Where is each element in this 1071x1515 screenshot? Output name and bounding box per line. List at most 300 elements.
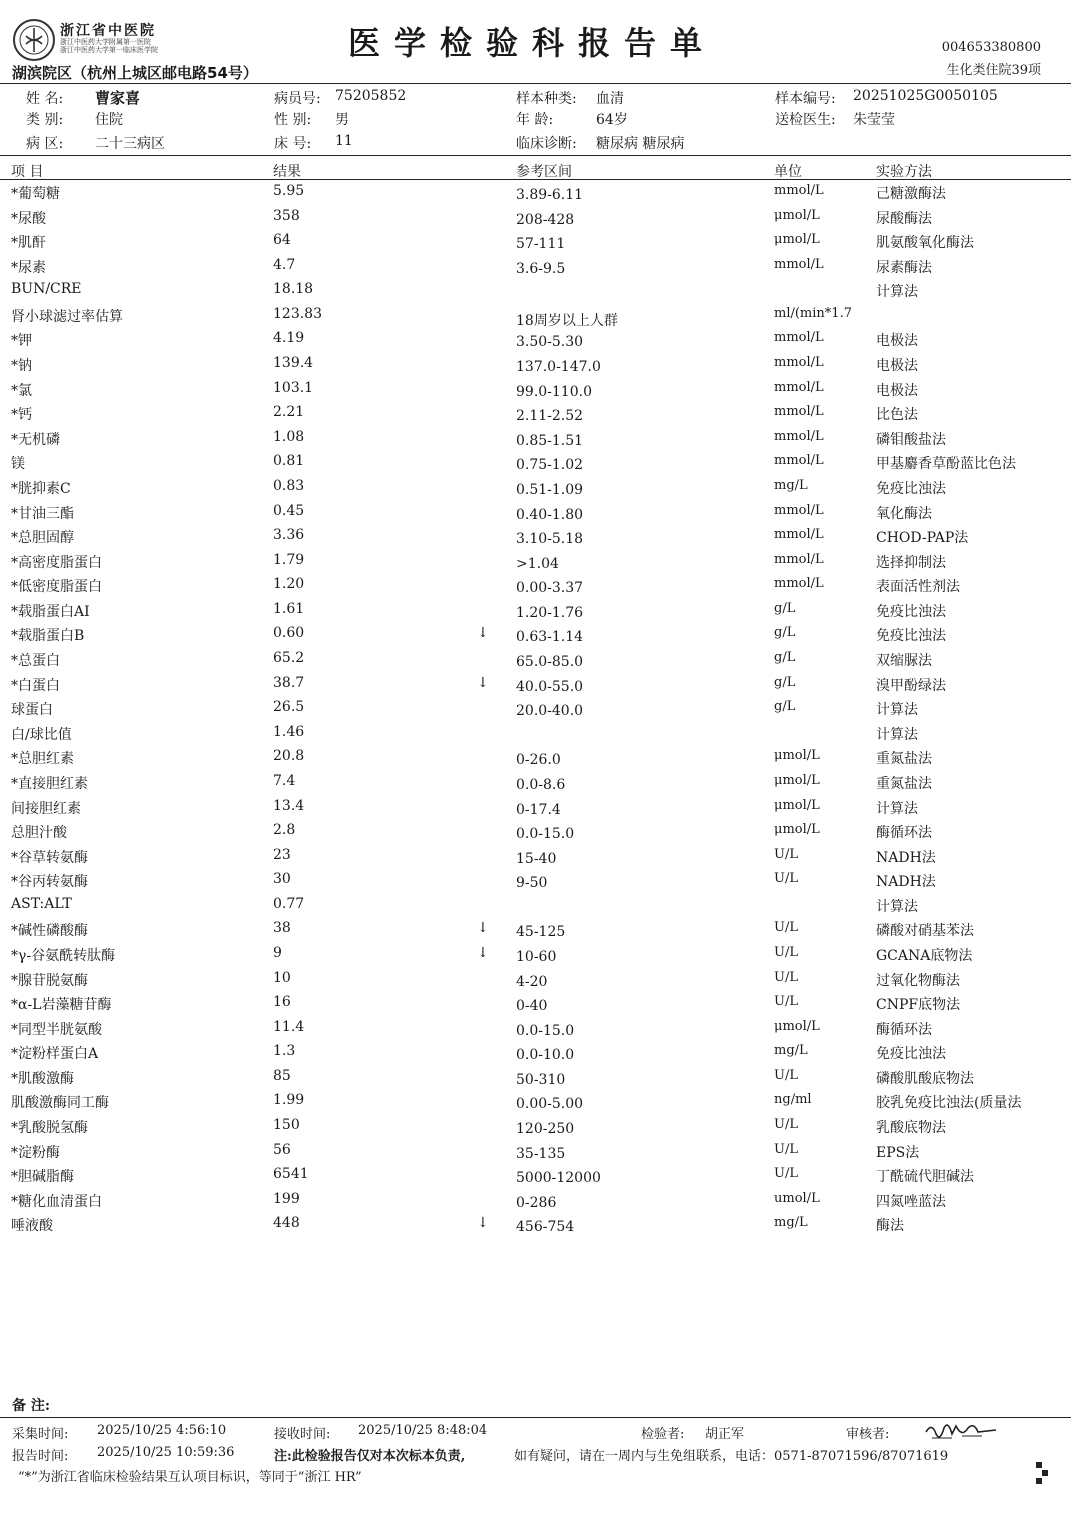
col-reference: 参考区间 bbox=[516, 164, 572, 180]
item-name: *腺苷脱氨酶 bbox=[11, 972, 88, 989]
table-row bbox=[0, 798, 1071, 823]
table-row bbox=[0, 994, 1071, 1019]
item-unit: mmol/L bbox=[774, 576, 824, 592]
table-row bbox=[0, 208, 1071, 233]
item-unit: mmol/L bbox=[774, 453, 824, 469]
item-result: 18.18 bbox=[273, 281, 314, 298]
item-result: 0.83 bbox=[273, 477, 305, 494]
item-name: *钙 bbox=[11, 407, 32, 424]
item-result: 103.1 bbox=[273, 379, 314, 396]
item-method: 肌氨酸氧化酶法 bbox=[876, 235, 974, 252]
table-row bbox=[0, 453, 1071, 478]
table-row bbox=[0, 871, 1071, 896]
item-method: 酶循环法 bbox=[876, 825, 932, 842]
patient-bed: 11 bbox=[335, 133, 353, 149]
item-method: 电极法 bbox=[876, 358, 918, 375]
collect-time: 2025/10/25 4:56:10 bbox=[97, 1423, 227, 1438]
table-row bbox=[0, 281, 1071, 306]
sample-type-label: 样本种类: bbox=[516, 91, 577, 107]
item-name: *总蛋白 bbox=[11, 653, 60, 670]
item-unit: U/L bbox=[774, 1166, 798, 1182]
table-row bbox=[0, 970, 1071, 995]
item-name: 肾小球滤过率估算 bbox=[11, 308, 123, 325]
item-method: EPS法 bbox=[876, 1144, 920, 1161]
item-method: 选择抑制法 bbox=[876, 554, 946, 571]
item-unit: U/L bbox=[774, 846, 798, 862]
item-result: 0.77 bbox=[273, 895, 305, 912]
patient-class: 住院 bbox=[95, 112, 123, 128]
table-row bbox=[0, 945, 1071, 970]
report-category: 生化类住院39项 bbox=[946, 63, 1041, 78]
item-result: 56 bbox=[273, 1141, 291, 1158]
item-method: 比色法 bbox=[876, 407, 918, 424]
item-result: 26.5 bbox=[273, 699, 305, 716]
table-row bbox=[0, 1092, 1071, 1117]
item-unit: g/L bbox=[774, 699, 796, 715]
item-unit: g/L bbox=[774, 674, 796, 690]
item-unit: U/L bbox=[774, 994, 798, 1010]
item-reference: 0-17.4 bbox=[516, 801, 561, 818]
item-unit: μmol/L bbox=[774, 822, 820, 838]
item-unit: g/L bbox=[774, 600, 796, 616]
item-reference: 0.63-1.14 bbox=[516, 629, 584, 646]
item-unit: μmol/L bbox=[774, 772, 820, 788]
item-reference: 20.0-40.0 bbox=[516, 703, 584, 720]
col-item: 项 目 bbox=[11, 164, 44, 180]
item-name: 镁 bbox=[11, 456, 25, 473]
item-method: 磷酸对硝基苯法 bbox=[876, 923, 974, 940]
item-reference: 5000-12000 bbox=[516, 1170, 601, 1187]
item-reference: 0-40 bbox=[516, 998, 548, 1015]
item-reference: 0.51-1.09 bbox=[516, 481, 584, 498]
remark-label: 备 注: bbox=[12, 1398, 51, 1414]
item-unit: mg/L bbox=[774, 1043, 808, 1059]
item-method: 免疫比浊法 bbox=[876, 1046, 946, 1063]
patient-sex: 男 bbox=[335, 112, 349, 128]
item-method: 甲基麝香草酚蓝比色法 bbox=[876, 456, 1016, 473]
hospital-name: 浙江省中医院 bbox=[60, 23, 156, 39]
item-unit: umol/L bbox=[774, 1190, 820, 1206]
item-name: *肌酐 bbox=[11, 235, 46, 252]
sample-no-label: 样本编号: bbox=[775, 91, 836, 107]
table-row bbox=[0, 527, 1071, 552]
doctor-name: 朱莹莹 bbox=[853, 112, 895, 128]
item-name: *氯 bbox=[11, 382, 32, 399]
item-result: 1.08 bbox=[273, 428, 305, 445]
item-reference: 137.0-147.0 bbox=[516, 359, 601, 376]
table-row bbox=[0, 552, 1071, 577]
item-name: *葡萄糖 bbox=[11, 186, 60, 202]
table-row bbox=[0, 576, 1071, 601]
col-result: 结果 bbox=[273, 164, 301, 180]
item-method: 电极法 bbox=[876, 382, 918, 399]
item-reference: 0-26.0 bbox=[516, 752, 561, 769]
item-name: 白/球比值 bbox=[11, 726, 72, 743]
item-flag: ↓ bbox=[477, 625, 489, 642]
item-name: *总胆红素 bbox=[11, 751, 74, 768]
item-result: 23 bbox=[273, 846, 291, 863]
item-method: 四氮唑蓝法 bbox=[876, 1193, 946, 1210]
item-result: 150 bbox=[273, 1117, 300, 1134]
table-row bbox=[0, 1043, 1071, 1068]
report-time: 2025/10/25 10:59:36 bbox=[97, 1445, 235, 1460]
divider-header bbox=[0, 179, 1071, 180]
item-name: *白蛋白 bbox=[11, 677, 60, 694]
item-result: 4.7 bbox=[273, 256, 296, 273]
item-name: 球蛋白 bbox=[11, 702, 53, 719]
item-reference: 40.0-55.0 bbox=[516, 678, 584, 695]
item-result: 199 bbox=[273, 1190, 300, 1207]
mutual-recognition-footnote: “*”为浙江省临床检验结果互认项目标识，等同于“浙江 HR” bbox=[18, 1470, 362, 1485]
item-name: 间接胆红素 bbox=[11, 800, 81, 817]
item-result: 64 bbox=[273, 232, 291, 249]
patient-name: 曹家喜 bbox=[95, 89, 141, 107]
table-row bbox=[0, 650, 1071, 675]
item-method: 计算法 bbox=[876, 800, 918, 817]
item-name: *钠 bbox=[11, 358, 32, 375]
item-result: 123.83 bbox=[273, 305, 322, 322]
item-reference: 0.0-15.0 bbox=[516, 826, 575, 843]
report-time-label: 报告时间: bbox=[12, 1449, 69, 1464]
item-method: 免疫比浊法 bbox=[876, 628, 946, 645]
item-result: 0.81 bbox=[273, 453, 305, 470]
item-reference: 3.10-5.18 bbox=[516, 531, 584, 548]
item-reference: 0.00-5.00 bbox=[516, 1096, 584, 1113]
item-unit: mmol/L bbox=[774, 502, 824, 518]
item-result: 85 bbox=[273, 1067, 291, 1084]
patient-id-label: 病员号: bbox=[274, 91, 321, 107]
table-row bbox=[0, 748, 1071, 773]
item-result: 2.8 bbox=[273, 822, 296, 839]
item-reference: >1.04 bbox=[516, 555, 559, 572]
table-row bbox=[0, 920, 1071, 945]
item-method: 尿素酶法 bbox=[876, 259, 932, 276]
item-name: *尿素 bbox=[11, 259, 46, 276]
item-method: CHOD-PAP法 bbox=[876, 530, 969, 547]
item-unit: g/L bbox=[774, 650, 796, 666]
divider-info bbox=[0, 155, 1071, 156]
table-row bbox=[0, 847, 1071, 872]
item-unit: mmol/L bbox=[774, 404, 824, 420]
sample-no: 20251025G0050105 bbox=[853, 88, 998, 104]
item-method: 尿酸酶法 bbox=[876, 210, 932, 227]
item-flag: ↓ bbox=[477, 944, 489, 961]
item-reference: 15-40 bbox=[516, 850, 557, 867]
item-result: 38.7 bbox=[273, 674, 305, 691]
item-unit: μmol/L bbox=[774, 207, 820, 223]
item-method: 胶乳免疫比浊法(质量法 bbox=[876, 1095, 1022, 1112]
item-result: 38 bbox=[273, 920, 291, 937]
item-name: *谷丙转氨酶 bbox=[11, 874, 88, 891]
table-row bbox=[0, 724, 1071, 749]
item-unit: mmol/L bbox=[774, 183, 824, 198]
table-row bbox=[0, 1068, 1071, 1093]
item-method: 酶法 bbox=[876, 1218, 904, 1235]
item-method: 电极法 bbox=[876, 333, 918, 350]
item-name: *低密度脂蛋白 bbox=[11, 579, 102, 596]
item-reference: 0.0-8.6 bbox=[516, 776, 566, 793]
table-row bbox=[0, 1215, 1071, 1240]
ward-label: 病 区: bbox=[26, 136, 64, 152]
table-row bbox=[0, 330, 1071, 355]
table-row bbox=[0, 1019, 1071, 1044]
item-reference: 65.0-85.0 bbox=[516, 654, 584, 671]
report-title: 医学检验科报告单 bbox=[348, 24, 717, 62]
table-row bbox=[0, 306, 1071, 331]
disclaimer-bold: 注:此检验报告仅对本次标本负责, bbox=[274, 1449, 466, 1464]
table-row bbox=[0, 355, 1071, 380]
item-reference: 2.11-2.52 bbox=[516, 408, 584, 425]
table-row bbox=[0, 257, 1071, 282]
item-result: 1.79 bbox=[273, 551, 305, 568]
item-method: 己糖激酶法 bbox=[876, 186, 946, 202]
edge-mark-icon bbox=[1036, 1462, 1048, 1486]
table-row bbox=[0, 1142, 1071, 1167]
item-name: *总胆固醇 bbox=[11, 530, 74, 547]
item-flag: ↓ bbox=[477, 1215, 489, 1232]
item-unit: U/L bbox=[774, 1067, 798, 1083]
item-name: *甘油三酯 bbox=[11, 505, 74, 522]
table-row bbox=[0, 773, 1071, 798]
item-reference: 45-125 bbox=[516, 924, 566, 941]
bed-label: 床 号: bbox=[274, 136, 312, 152]
item-result: 139.4 bbox=[273, 355, 314, 372]
item-result: 0.60 bbox=[273, 625, 305, 642]
item-name: AST:ALT bbox=[11, 895, 72, 912]
item-result: 1.61 bbox=[273, 600, 305, 617]
table-row bbox=[0, 1191, 1071, 1216]
item-name: *碱性磷酸酶 bbox=[11, 923, 88, 940]
item-result: 1.46 bbox=[273, 723, 305, 740]
item-unit: mmol/L bbox=[774, 527, 824, 543]
table-row bbox=[0, 404, 1071, 429]
item-method: 磷钼酸盐法 bbox=[876, 431, 946, 448]
item-name: *糖化血清蛋白 bbox=[11, 1193, 102, 1210]
table-row bbox=[0, 503, 1071, 528]
table-row bbox=[0, 1166, 1071, 1191]
item-result: 11.4 bbox=[273, 1018, 305, 1035]
item-unit: μmol/L bbox=[774, 232, 820, 248]
item-method: 免疫比浊法 bbox=[876, 480, 946, 497]
item-unit: U/L bbox=[774, 871, 798, 887]
table-row bbox=[0, 232, 1071, 257]
item-reference: 0.0-15.0 bbox=[516, 1022, 575, 1039]
item-unit: mmol/L bbox=[774, 428, 824, 444]
item-reference: 456-754 bbox=[516, 1219, 575, 1236]
patient-ward: 二十三病区 bbox=[95, 136, 165, 152]
item-result: 20.8 bbox=[273, 748, 305, 765]
item-reference: 50-310 bbox=[516, 1071, 566, 1088]
item-name: 唾液酸 bbox=[11, 1218, 53, 1235]
item-unit: g/L bbox=[774, 625, 796, 641]
item-result: 6541 bbox=[273, 1166, 309, 1183]
item-name: *同型半胱氨酸 bbox=[11, 1021, 102, 1038]
item-method: 氧化酶法 bbox=[876, 505, 932, 522]
item-reference: 18周岁以上人群 bbox=[516, 312, 618, 329]
item-name: *无机磷 bbox=[11, 431, 60, 448]
item-method: 乳酸底物法 bbox=[876, 1120, 946, 1137]
campus-address: 湖滨院区（杭州上城区邮电路54号） bbox=[12, 64, 258, 82]
item-reference: 3.89-6.11 bbox=[516, 187, 584, 203]
item-name: *乳酸脱氢酶 bbox=[11, 1120, 88, 1137]
collect-time-label: 采集时间: bbox=[12, 1427, 69, 1442]
item-reference: 10-60 bbox=[516, 948, 557, 965]
item-method: 丁酰硫代胆碱法 bbox=[876, 1169, 974, 1186]
item-reference: 3.6-9.5 bbox=[516, 260, 566, 277]
item-result: 16 bbox=[273, 994, 291, 1011]
col-method: 实验方法 bbox=[876, 164, 932, 180]
receive-time-label: 接收时间: bbox=[274, 1427, 331, 1442]
item-result: 0.45 bbox=[273, 502, 305, 519]
item-method: 计算法 bbox=[876, 284, 918, 301]
divider-footer bbox=[0, 1417, 1071, 1418]
item-name: *γ-谷氨酰转肽酶 bbox=[11, 947, 116, 964]
table-row bbox=[0, 699, 1071, 724]
item-method: 磷酸肌酸底物法 bbox=[876, 1070, 974, 1087]
patient-age: 64岁 bbox=[596, 112, 628, 128]
item-reference: 120-250 bbox=[516, 1121, 575, 1138]
item-method: GCANA底物法 bbox=[876, 947, 973, 964]
item-name: *钾 bbox=[11, 333, 32, 350]
item-name: *高密度脂蛋白 bbox=[11, 554, 102, 571]
item-result: 13.4 bbox=[273, 797, 305, 814]
sex-label: 性 别: bbox=[274, 112, 312, 128]
item-reference: 57-111 bbox=[516, 236, 566, 253]
item-method: 重氮盐法 bbox=[876, 775, 932, 792]
item-reference: 0-286 bbox=[516, 1194, 557, 1211]
item-name: BUN/CRE bbox=[11, 281, 82, 298]
item-method: 溴甲酚绿法 bbox=[876, 677, 946, 694]
item-reference: 3.50-5.30 bbox=[516, 334, 584, 351]
item-unit: mg/L bbox=[774, 477, 808, 493]
patient-id: 75205852 bbox=[335, 88, 407, 104]
receive-time: 2025/10/25 8:48:04 bbox=[358, 1423, 488, 1438]
report-code: 004653380800 bbox=[941, 40, 1041, 55]
item-unit: U/L bbox=[774, 1117, 798, 1133]
item-name: *载脂蛋白B bbox=[11, 628, 85, 645]
table-row bbox=[0, 429, 1071, 454]
item-reference: 1.20-1.76 bbox=[516, 604, 584, 621]
item-unit: mg/L bbox=[774, 1215, 808, 1231]
item-method: CNPF底物法 bbox=[876, 997, 961, 1014]
col-unit: 单位 bbox=[774, 164, 802, 180]
item-name: *尿酸 bbox=[11, 210, 46, 227]
item-name: *α-L岩藻糖苷酶 bbox=[11, 997, 112, 1014]
item-unit: U/L bbox=[774, 969, 798, 985]
item-unit: U/L bbox=[774, 944, 798, 960]
item-reference: 35-135 bbox=[516, 1145, 566, 1162]
item-unit: ng/ml bbox=[774, 1092, 812, 1108]
item-name: *淀粉样蛋白A bbox=[11, 1046, 99, 1063]
item-reference: 0.75-1.02 bbox=[516, 457, 584, 474]
item-unit: mmol/L bbox=[774, 379, 824, 395]
item-name: *直接胆红素 bbox=[11, 775, 88, 792]
item-method: 双缩脲法 bbox=[876, 653, 932, 670]
item-unit: mmol/L bbox=[774, 330, 824, 346]
item-result: 5.95 bbox=[273, 183, 305, 199]
item-reference: 4-20 bbox=[516, 973, 548, 990]
item-unit: μmol/L bbox=[774, 748, 820, 764]
name-label: 姓 名: bbox=[26, 91, 64, 107]
diagnosis-label: 临床诊断: bbox=[516, 136, 577, 152]
clinical-diagnosis: 糖尿病 糖尿病 bbox=[596, 136, 685, 152]
item-unit: ml/(min*1.7 bbox=[774, 305, 852, 321]
item-reference: 0.85-1.51 bbox=[516, 432, 584, 449]
doctor-label: 送检医生: bbox=[775, 112, 836, 128]
table-row bbox=[0, 1117, 1071, 1142]
tester-name: 胡正军 bbox=[705, 1427, 745, 1442]
class-label: 类 别: bbox=[26, 112, 64, 128]
item-method: 表面活性剂法 bbox=[876, 579, 960, 596]
item-unit: mmol/L bbox=[774, 355, 824, 371]
item-method: 计算法 bbox=[876, 898, 918, 915]
item-name: *淀粉酶 bbox=[11, 1144, 60, 1161]
item-result: 448 bbox=[273, 1215, 300, 1232]
reviewer-signature bbox=[922, 1418, 1002, 1444]
item-result: 65.2 bbox=[273, 650, 305, 667]
item-unit: mmol/L bbox=[774, 551, 824, 567]
item-result: 4.19 bbox=[273, 330, 305, 347]
item-name: *谷草转氨酶 bbox=[11, 849, 88, 866]
hospital-subtitle: 浙江中医药大学附属第一医院 浙江中医药大学第一临床医学院 bbox=[60, 38, 158, 54]
item-name: 肌酸激酶同工酶 bbox=[11, 1095, 109, 1112]
item-name: *载脂蛋白AⅠ bbox=[11, 603, 90, 620]
item-reference: 0.0-10.0 bbox=[516, 1047, 575, 1064]
item-name: *胆碱脂酶 bbox=[11, 1169, 74, 1186]
table-row bbox=[0, 183, 1071, 208]
item-result: 358 bbox=[273, 207, 300, 224]
table-row bbox=[0, 675, 1071, 700]
item-result: 1.20 bbox=[273, 576, 305, 593]
age-label: 年 龄: bbox=[516, 112, 554, 128]
item-unit: U/L bbox=[774, 920, 798, 936]
item-flag: ↓ bbox=[477, 674, 489, 691]
item-result: 3.36 bbox=[273, 527, 305, 544]
sample-type: 血清 bbox=[596, 91, 624, 107]
table-row bbox=[0, 896, 1071, 921]
item-name: *肌酸激酶 bbox=[11, 1070, 74, 1087]
item-reference: 0.40-1.80 bbox=[516, 506, 584, 523]
item-method: NADH法 bbox=[876, 874, 936, 891]
item-reference: 0.00-3.37 bbox=[516, 580, 584, 597]
item-reference: 9-50 bbox=[516, 875, 548, 892]
item-reference: 208-428 bbox=[516, 211, 575, 228]
item-name: 总胆汁酸 bbox=[11, 825, 67, 842]
item-method: 计算法 bbox=[876, 726, 918, 743]
item-method: 重氮盐法 bbox=[876, 751, 932, 768]
tester-label: 检验者: bbox=[641, 1427, 685, 1442]
item-unit: μmol/L bbox=[774, 797, 820, 813]
item-result: 10 bbox=[273, 969, 291, 986]
disclaimer-contact: 如有疑问，请在一周内与生免组联系，电话：0571-87071596/87071619 bbox=[514, 1449, 949, 1464]
hospital-logo bbox=[12, 18, 56, 62]
table-row bbox=[0, 478, 1071, 503]
reviewer-label: 审核者: bbox=[846, 1427, 890, 1442]
item-unit: U/L bbox=[774, 1141, 798, 1157]
table-row bbox=[0, 822, 1071, 847]
item-method: 酶循环法 bbox=[876, 1021, 932, 1038]
item-unit: μmol/L bbox=[774, 1018, 820, 1034]
item-unit: mmol/L bbox=[774, 256, 824, 272]
table-row bbox=[0, 380, 1071, 405]
item-reference: 99.0-110.0 bbox=[516, 383, 592, 400]
item-result: 9 bbox=[273, 944, 282, 961]
table-row bbox=[0, 625, 1071, 650]
item-method: 计算法 bbox=[876, 702, 918, 719]
item-result: 1.99 bbox=[273, 1092, 305, 1109]
item-result: 7.4 bbox=[273, 772, 296, 789]
item-result: 1.3 bbox=[273, 1043, 296, 1060]
